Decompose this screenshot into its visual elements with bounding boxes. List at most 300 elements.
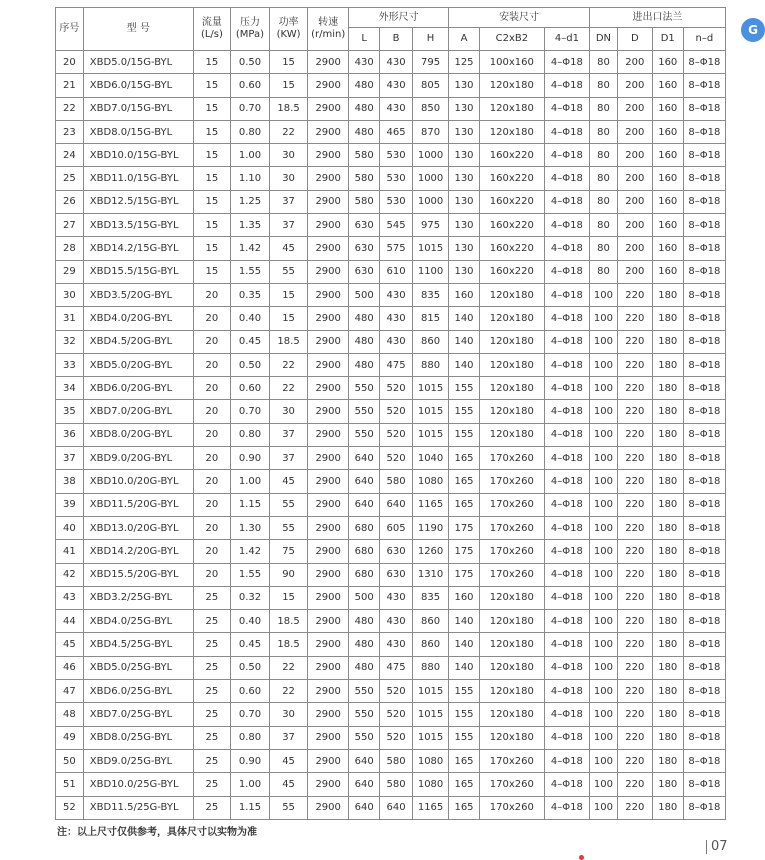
table-cell: 500 xyxy=(349,283,380,306)
table-cell: 1000 xyxy=(413,144,449,167)
group-outline: 外形尺寸 xyxy=(349,8,449,28)
model-cell: XBD13.0/20G-BYL xyxy=(83,516,193,539)
model-cell: XBD15.5/20G-BYL xyxy=(83,563,193,586)
group-flange: 进出口法兰 xyxy=(590,8,726,28)
table-cell: 8–Φ18 xyxy=(683,470,725,493)
table-cell: 630 xyxy=(349,237,380,260)
model-cell: XBD11.5/25G-BYL xyxy=(83,796,193,819)
col-flow: 流量 (L/s) xyxy=(193,8,230,51)
table-cell: 1015 xyxy=(413,703,449,726)
table-cell: 480 xyxy=(349,610,380,633)
table-cell: 1000 xyxy=(413,190,449,213)
table-cell: 30 xyxy=(270,167,308,190)
table-cell: 25 xyxy=(193,749,230,772)
table-cell: 140 xyxy=(449,610,480,633)
table-cell: 155 xyxy=(449,703,480,726)
table-row xyxy=(56,330,726,353)
table-cell: 580 xyxy=(349,144,380,167)
table-cell: 160 xyxy=(652,167,683,190)
table-cell: 200 xyxy=(617,214,652,237)
model-cell: XBD4.0/20G-BYL xyxy=(83,307,193,330)
table-cell: 2900 xyxy=(308,610,349,633)
col-model: 型 号 xyxy=(83,8,193,51)
table-cell: 120x180 xyxy=(479,633,544,656)
table-cell: 15 xyxy=(193,97,230,120)
table-cell: 160 xyxy=(652,74,683,97)
table-cell: 80 xyxy=(590,167,618,190)
table-cell: 20 xyxy=(193,470,230,493)
table-cell: 120x180 xyxy=(479,726,544,749)
table-cell: 2900 xyxy=(308,167,349,190)
table-cell: 100 xyxy=(590,749,618,772)
table-cell: 430 xyxy=(380,74,413,97)
table-row xyxy=(56,190,726,213)
model-cell: XBD4.5/20G-BYL xyxy=(83,330,193,353)
table-cell: 520 xyxy=(380,726,413,749)
table-cell: 220 xyxy=(617,353,652,376)
table-row xyxy=(56,540,726,563)
table-cell: 160x220 xyxy=(479,237,544,260)
table-cell: 8–Φ18 xyxy=(683,353,725,376)
table-cell: 4–Φ18 xyxy=(544,214,589,237)
corner-badge-icon[interactable]: G xyxy=(741,18,765,42)
table-row xyxy=(56,214,726,237)
table-cell: 220 xyxy=(617,307,652,330)
model-cell: XBD10.0/25G-BYL xyxy=(83,773,193,796)
table-cell: 480 xyxy=(349,330,380,353)
table-cell: 15 xyxy=(270,586,308,609)
table-cell: 2900 xyxy=(308,796,349,819)
table-cell: 480 xyxy=(349,97,380,120)
table-cell: 20 xyxy=(193,307,230,330)
model-cell: XBD9.0/20G-BYL xyxy=(83,447,193,470)
table-cell: 220 xyxy=(617,656,652,679)
table-cell: 550 xyxy=(349,423,380,446)
table-cell: 630 xyxy=(380,563,413,586)
table-cell: 100 xyxy=(590,283,618,306)
table-cell: 8–Φ18 xyxy=(683,633,725,656)
model-cell: XBD14.2/20G-BYL xyxy=(83,540,193,563)
table-row xyxy=(56,447,726,470)
table-cell: 160 xyxy=(652,51,683,74)
table-cell: 100 xyxy=(590,377,618,400)
table-cell: 2900 xyxy=(308,237,349,260)
table-cell: 200 xyxy=(617,144,652,167)
table-cell: 36 xyxy=(56,423,84,446)
table-row xyxy=(56,749,726,772)
table-cell: 860 xyxy=(413,330,449,353)
table-cell: 2900 xyxy=(308,633,349,656)
table-cell: 31 xyxy=(56,307,84,330)
table-cell: 8–Φ18 xyxy=(683,563,725,586)
table-cell: 4–Φ18 xyxy=(544,237,589,260)
table-cell: 4–Φ18 xyxy=(544,447,589,470)
table-cell: 835 xyxy=(413,586,449,609)
table-cell: 220 xyxy=(617,680,652,703)
table-cell: 220 xyxy=(617,703,652,726)
table-cell: 30 xyxy=(270,144,308,167)
table-cell: 26 xyxy=(56,190,84,213)
table-cell: 220 xyxy=(617,633,652,656)
table-header xyxy=(56,8,726,51)
table-row xyxy=(56,144,726,167)
table-cell: 8–Φ18 xyxy=(683,796,725,819)
table-row xyxy=(56,563,726,586)
table-cell: 130 xyxy=(449,120,480,143)
table-cell: 160x220 xyxy=(479,167,544,190)
table-cell: 200 xyxy=(617,74,652,97)
table-cell: 25 xyxy=(193,726,230,749)
table-row xyxy=(56,237,726,260)
table-cell: 815 xyxy=(413,307,449,330)
table-cell: 480 xyxy=(349,74,380,97)
table-cell: 160 xyxy=(449,283,480,306)
table-cell: 55 xyxy=(270,516,308,539)
table-cell: 0.50 xyxy=(230,51,269,74)
model-cell: XBD15.5/15G-BYL xyxy=(83,260,193,283)
table-cell: 15 xyxy=(193,120,230,143)
table-cell: 4–Φ18 xyxy=(544,540,589,563)
table-cell: 640 xyxy=(349,773,380,796)
table-cell: 0.45 xyxy=(230,633,269,656)
table-cell: 8–Φ18 xyxy=(683,586,725,609)
table-cell: 25 xyxy=(193,773,230,796)
table-cell: 8–Φ18 xyxy=(683,260,725,283)
table-cell: 0.40 xyxy=(230,610,269,633)
table-cell: 100 xyxy=(590,610,618,633)
table-cell: 170x260 xyxy=(479,749,544,772)
table-cell: 8–Φ18 xyxy=(683,51,725,74)
table-cell: 200 xyxy=(617,167,652,190)
table-cell: 35 xyxy=(56,400,84,423)
table-cell: 120x180 xyxy=(479,377,544,400)
table-cell: 8–Φ18 xyxy=(683,167,725,190)
table-cell: 37 xyxy=(270,190,308,213)
table-cell: 1.42 xyxy=(230,540,269,563)
table-cell: 975 xyxy=(413,214,449,237)
table-cell: 160x220 xyxy=(479,144,544,167)
table-cell: 1015 xyxy=(413,377,449,400)
table-body xyxy=(56,51,726,820)
table-cell: 1.00 xyxy=(230,144,269,167)
table-cell: 170x260 xyxy=(479,540,544,563)
table-cell: 4–Φ18 xyxy=(544,749,589,772)
table-cell: 100x160 xyxy=(479,51,544,74)
table-cell: 160 xyxy=(652,97,683,120)
table-cell: 680 xyxy=(349,540,380,563)
table-cell: 29 xyxy=(56,260,84,283)
table-cell: 15 xyxy=(193,74,230,97)
table-cell: 165 xyxy=(449,493,480,516)
table-cell: 165 xyxy=(449,773,480,796)
table-row xyxy=(56,656,726,679)
table-cell: 180 xyxy=(652,610,683,633)
table-cell: 80 xyxy=(590,74,618,97)
table-cell: 0.60 xyxy=(230,377,269,400)
table-cell: 1000 xyxy=(413,167,449,190)
table-cell: 0.70 xyxy=(230,400,269,423)
table-cell: 220 xyxy=(617,447,652,470)
table-cell: 18.5 xyxy=(270,633,308,656)
table-row xyxy=(56,773,726,796)
table-cell: 38 xyxy=(56,470,84,493)
table-cell: 2900 xyxy=(308,97,349,120)
model-cell: XBD8.0/20G-BYL xyxy=(83,423,193,446)
table-cell: 220 xyxy=(617,330,652,353)
table-cell: 100 xyxy=(590,656,618,679)
table-cell: 550 xyxy=(349,400,380,423)
table-cell: 2900 xyxy=(308,144,349,167)
table-cell: 1015 xyxy=(413,400,449,423)
table-cell: 575 xyxy=(380,237,413,260)
table-cell: 430 xyxy=(380,51,413,74)
table-cell: 160 xyxy=(449,586,480,609)
table-cell: 20 xyxy=(56,51,84,74)
table-cell: 18.5 xyxy=(270,330,308,353)
table-cell: 1.42 xyxy=(230,237,269,260)
table-cell: 1.00 xyxy=(230,470,269,493)
table-cell: 45 xyxy=(270,749,308,772)
table-cell: 15 xyxy=(193,214,230,237)
pump-spec-table xyxy=(55,7,726,820)
table-cell: 140 xyxy=(449,330,480,353)
table-cell: 220 xyxy=(617,516,652,539)
table-cell: 2900 xyxy=(308,656,349,679)
table-cell: 1100 xyxy=(413,260,449,283)
table-cell: 28 xyxy=(56,237,84,260)
table-cell: 1.55 xyxy=(230,260,269,283)
table-cell: 45 xyxy=(56,633,84,656)
table-cell: 500 xyxy=(349,586,380,609)
model-cell: XBD10.0/20G-BYL xyxy=(83,470,193,493)
table-cell: 30 xyxy=(56,283,84,306)
table-cell: 48 xyxy=(56,703,84,726)
table-cell: 23 xyxy=(56,120,84,143)
table-cell: 37 xyxy=(56,447,84,470)
table-cell: 1165 xyxy=(413,493,449,516)
table-cell: 8–Φ18 xyxy=(683,540,725,563)
table-cell: 180 xyxy=(652,307,683,330)
col-D1: D1 xyxy=(652,28,683,51)
table-cell: 0.45 xyxy=(230,330,269,353)
table-cell: 180 xyxy=(652,353,683,376)
table-cell: 1190 xyxy=(413,516,449,539)
table-row xyxy=(56,633,726,656)
table-row xyxy=(56,51,726,74)
table-cell: 180 xyxy=(652,470,683,493)
table-cell: 120x180 xyxy=(479,283,544,306)
table-cell: 2900 xyxy=(308,307,349,330)
table-cell: 640 xyxy=(349,447,380,470)
table-row xyxy=(56,726,726,749)
table-cell: 100 xyxy=(590,680,618,703)
table-cell: 175 xyxy=(449,563,480,586)
table-cell: 0.32 xyxy=(230,586,269,609)
footnote: 注：以上尺寸仅供参考，具体尺寸以实物为准 xyxy=(57,827,257,838)
table-cell: 155 xyxy=(449,726,480,749)
table-cell: 220 xyxy=(617,493,652,516)
table-cell: 0.70 xyxy=(230,703,269,726)
table-row xyxy=(56,74,726,97)
table-cell: 180 xyxy=(652,656,683,679)
table-cell: 15 xyxy=(270,51,308,74)
table-cell: 90 xyxy=(270,563,308,586)
table-cell: 220 xyxy=(617,586,652,609)
table-cell: 530 xyxy=(380,167,413,190)
table-cell: 22 xyxy=(270,680,308,703)
table-cell: 580 xyxy=(380,773,413,796)
table-cell: 2900 xyxy=(308,423,349,446)
table-cell: 100 xyxy=(590,703,618,726)
table-cell: 37 xyxy=(270,447,308,470)
table-cell: 640 xyxy=(349,470,380,493)
table-cell: 75 xyxy=(270,540,308,563)
table-cell: 1015 xyxy=(413,423,449,446)
model-cell: XBD6.0/15G-BYL xyxy=(83,74,193,97)
model-cell: XBD8.0/25G-BYL xyxy=(83,726,193,749)
table-cell: 2900 xyxy=(308,516,349,539)
table-cell: 680 xyxy=(349,563,380,586)
table-cell: 4–Φ18 xyxy=(544,773,589,796)
table-cell: 880 xyxy=(413,656,449,679)
table-cell: 37 xyxy=(270,423,308,446)
col-B: B xyxy=(380,28,413,51)
table-cell: 120x180 xyxy=(479,423,544,446)
table-row xyxy=(56,423,726,446)
table-cell: 8–Φ18 xyxy=(683,493,725,516)
table-cell: 15 xyxy=(193,51,230,74)
table-cell: 430 xyxy=(380,633,413,656)
table-cell: 8–Φ18 xyxy=(683,330,725,353)
table-cell: 25 xyxy=(193,656,230,679)
col-pressure: 压力 (MPa) xyxy=(230,8,269,51)
table-cell: 130 xyxy=(449,97,480,120)
table-cell: 1.30 xyxy=(230,516,269,539)
table-cell: 100 xyxy=(590,330,618,353)
table-cell: 100 xyxy=(590,447,618,470)
table-cell: 4–Φ18 xyxy=(544,260,589,283)
table-cell: 165 xyxy=(449,447,480,470)
table-cell: 640 xyxy=(380,493,413,516)
table-cell: 24 xyxy=(56,144,84,167)
table-cell: 430 xyxy=(380,586,413,609)
table-cell: 20 xyxy=(193,400,230,423)
table-cell: 1080 xyxy=(413,773,449,796)
table-cell: 8–Φ18 xyxy=(683,447,725,470)
table-cell: 805 xyxy=(413,74,449,97)
table-cell: 180 xyxy=(652,773,683,796)
table-cell: 20 xyxy=(193,283,230,306)
table-cell: 4–Φ18 xyxy=(544,610,589,633)
table-cell: 170x260 xyxy=(479,470,544,493)
table-cell: 45 xyxy=(270,470,308,493)
table-cell: 8–Φ18 xyxy=(683,307,725,330)
table-cell: 49 xyxy=(56,726,84,749)
table-cell: 180 xyxy=(652,749,683,772)
table-cell: 25 xyxy=(193,796,230,819)
table-cell: 130 xyxy=(449,237,480,260)
table-cell: 475 xyxy=(380,353,413,376)
table-cell: 4–Φ18 xyxy=(544,680,589,703)
table-cell: 50 xyxy=(56,749,84,772)
table-cell: 80 xyxy=(590,120,618,143)
red-dot-icon xyxy=(579,855,584,860)
table-cell: 175 xyxy=(449,540,480,563)
table-cell: 4–Φ18 xyxy=(544,633,589,656)
table-cell: 37 xyxy=(270,726,308,749)
table-cell: 680 xyxy=(349,516,380,539)
table-cell: 120x180 xyxy=(479,74,544,97)
table-cell: 120x180 xyxy=(479,120,544,143)
table-cell: 130 xyxy=(449,144,480,167)
table-cell: 80 xyxy=(590,190,618,213)
table-cell: 45 xyxy=(270,773,308,796)
table-cell: 170x260 xyxy=(479,563,544,586)
table-cell: 120x180 xyxy=(479,97,544,120)
table-row xyxy=(56,470,726,493)
table-cell: 51 xyxy=(56,773,84,796)
table-cell: 520 xyxy=(380,400,413,423)
table-cell: 2900 xyxy=(308,563,349,586)
table-cell: 20 xyxy=(193,423,230,446)
table-cell: 27 xyxy=(56,214,84,237)
table-cell: 220 xyxy=(617,773,652,796)
model-cell: XBD4.5/25G-BYL xyxy=(83,633,193,656)
table-cell: 120x180 xyxy=(479,330,544,353)
table-cell: 34 xyxy=(56,377,84,400)
table-cell: 160 xyxy=(652,120,683,143)
table-cell: 480 xyxy=(349,353,380,376)
table-cell: 170x260 xyxy=(479,516,544,539)
table-cell: 8–Φ18 xyxy=(683,377,725,400)
col-power: 功率 (KW) xyxy=(270,8,308,51)
table-cell: 4–Φ18 xyxy=(544,190,589,213)
table-cell: 8–Φ18 xyxy=(683,680,725,703)
table-cell: 200 xyxy=(617,260,652,283)
table-cell: 220 xyxy=(617,470,652,493)
model-cell: XBD12.5/15G-BYL xyxy=(83,190,193,213)
col-c2xb2: C2xB2 xyxy=(479,28,544,51)
table-cell: 850 xyxy=(413,97,449,120)
model-cell: XBD3.5/20G-BYL xyxy=(83,283,193,306)
table-cell: 25 xyxy=(56,167,84,190)
table-cell: 18.5 xyxy=(270,610,308,633)
table-cell: 180 xyxy=(652,563,683,586)
table-cell: 580 xyxy=(349,167,380,190)
table-cell: 180 xyxy=(652,377,683,400)
table-cell: 220 xyxy=(617,796,652,819)
model-cell: XBD6.0/20G-BYL xyxy=(83,377,193,400)
table-cell: 870 xyxy=(413,120,449,143)
table-cell: 180 xyxy=(652,703,683,726)
group-install: 安装尺寸 xyxy=(449,8,590,28)
table-cell: 8–Φ18 xyxy=(683,190,725,213)
table-cell: 8–Φ18 xyxy=(683,144,725,167)
table-cell: 25 xyxy=(193,633,230,656)
table-row xyxy=(56,703,726,726)
table-cell: 130 xyxy=(449,74,480,97)
table-cell: 155 xyxy=(449,423,480,446)
table-cell: 1040 xyxy=(413,447,449,470)
table-cell: 25 xyxy=(193,703,230,726)
table-cell: 2900 xyxy=(308,400,349,423)
table-cell: 25 xyxy=(193,680,230,703)
table-cell: 4–Φ18 xyxy=(544,377,589,400)
table-cell: 1.15 xyxy=(230,493,269,516)
table-cell: 175 xyxy=(449,516,480,539)
col-nd: n–d xyxy=(683,28,725,51)
table-cell: 4–Φ18 xyxy=(544,703,589,726)
